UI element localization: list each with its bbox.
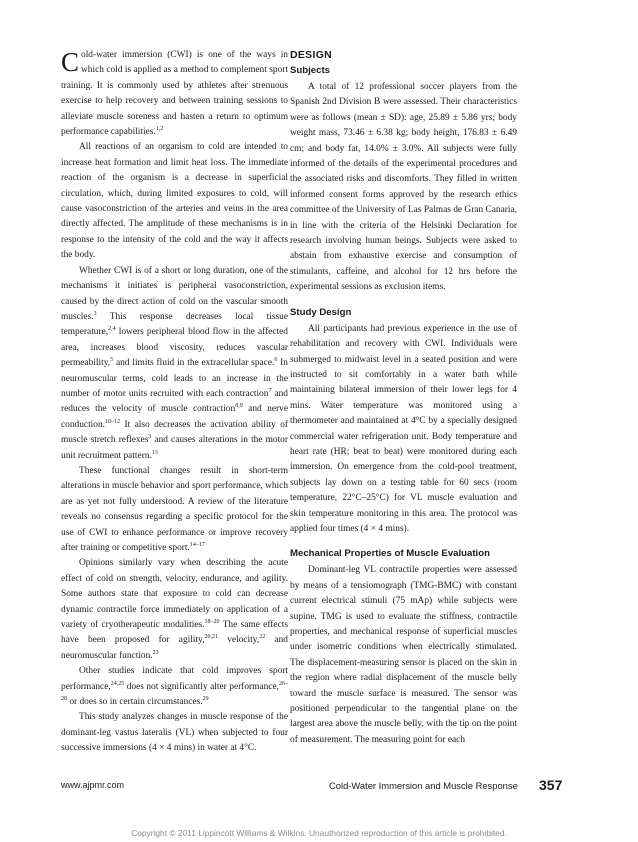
citation: 23 <box>152 649 159 656</box>
section-heading-design: DESIGN <box>290 49 333 61</box>
paragraph: Other studies indicate that cold improves sport performance,$^{24,25}$ does not significantly alter performance,$^{26-28}$ or does so in certain circumstances.$^{29}$ <box>61 666 288 708</box>
paragraph: Whether CWI is of a short or long duration, one of the mechanisms it initiates is peripheral vasoconstriction, caused by the direct action of cold on the vascular smooth muscles.$^3$ This response decreases local tissue temperature,$^{2,4}$ lowers peripheral blood flow in the affected area, increases blood viscosity, reduces vascular permeability,$^5$ and limits fluid in the extracellular space.$^6$ In neuromuscular terms, cold leads to an increase in the number of motor units recruited with each contraction$^7$ and reduces the velocity of muscle contraction$^{8,9}$ and nerve conduction.$^{10-12}$ It also decreases the activation ability of muscle stretch reflexes$^3$ and causes alterations in the motor unit recruitment pattern.$^{13}$ <box>61 265 288 461</box>
citation: 10–12 <box>105 418 121 425</box>
paragraph: All reactions of an organism to cold are intended to increase heat formation and limit heat loss. The immediate reaction of the organism is a decrease in superficial circulation, which, during limited exposures to cold, will cause vasoconstriction of the arteries and veins in the area directly affected. The amplitude of these mechanisms is in response to the intensity of the cold and the way it affects the body. <box>61 142 288 261</box>
citation: 18–20 <box>204 619 220 626</box>
citation: 5 <box>110 357 114 364</box>
page-number: 357 <box>539 777 563 793</box>
citation: 13 <box>151 449 158 456</box>
citation: 29 <box>202 696 209 703</box>
left-column <box>61 48 288 757</box>
citation: 2,4 <box>108 326 116 333</box>
paragraph: All participants had previous experience in the use of rehabilitation and recovery with CWI. Individuals were submerged to midwaist level in a seated position and were instructed to sit comfortably in a water bath while maintaining bilateral immersion of their lower legs for 4 mins. Water temperature was monitored using a thermometer and maintained at 4°C by a specially designed commercial water refrigeration unit. Body temperature and heart rate (HR; beat to beat) were monitored during each immersion. On emergence from the cold-pool treatment, subjects lay down on a testing table for 60 secs (room temperature, 22°C–25°C) for VL muscle evaluation and skin temperature monitoring in this area. The protocol was applied four times (4 × 4 mins). <box>290 323 517 534</box>
citation: 22 <box>259 634 266 641</box>
subsection-heading-subjects: Subjects <box>290 65 330 76</box>
citation: 6 <box>274 357 278 364</box>
citation: 3 <box>93 310 97 317</box>
paragraph: Opinions similarly vary when describing the acute effect of cold on strength, velocity, endurance, and agility. Some authors state that exposure to cold can decrease dynamic contractile force immediately on application of a variety of cryotherapeutic modalities.$^{18-20}$ The same effects have been proposed for agility,$^{20,21}$ velocity,$^{22}$ and neuromuscular function.$^{23}$ <box>61 558 288 661</box>
citation: 3 <box>148 434 152 441</box>
running-title: Cold-Water Immersion and Muscle Response <box>329 780 518 791</box>
page-footer <box>61 777 581 794</box>
citation: 14–17 <box>189 542 205 548</box>
paragraph: A total of 12 professional soccer players from the Spanish 2nd Division B were assessed. Their characteristics were as follows (mean ± SD): age, 25.89 ± 5.86 yrs; body weight mass, 73.46 ± 6.38 kg; body height, 176.83 ± 6.49 cm; and body fat, 14.0% ± 3.0%. All subjects were fully informed of the details of the experimental procedures and the associated risks and discomforts. They filled in written informed consent forms approved by the research ethics committee of the University of Las Palmas de Gran Canaria, in line with the criteria of the Helsinki Declaration for research involving human beings. Subjects were asked to abstain from exhaustive exercise and consumption of stimulants, caffeine, and alcohol for 12 hrs before the experimental sessions as exclusion items. <box>290 82 518 293</box>
drop-cap: C <box>61 47 80 77</box>
copyright-notice: Copyright © 2011 Lippincott Williams & Wilkins. Unauthorized reproduction of this article is prohibited. <box>131 828 507 838</box>
journal-url[interactable]: www.ajpmr.com <box>61 780 125 790</box>
intro-paragraph: Cold-water immersion (CWI) is one of the ways in which cold is applied as a method to complement sport training. It is commonly used by athletes after strenuous exercise to help recovery and between training sessions to alleviate muscle soreness and hasten a return to optimum performance capabilities.$^{1,2}$ <box>61 47 288 138</box>
citation: 7 <box>268 387 272 394</box>
paragraph: Dominant-leg VL contractile properties were assessed by means of a tensiomograph (TMG-BMC) with constant current electrical stimuli (75 mAp) while subjects were supine. TMG is used to evaluate the stiffness, contractile properties, and mechanical response of superficial muscles under isometric conditions when electrically stimulated. The displacement-measuring sensor is placed on the skin in the region where radial displacement of the muscle belly toward the muscle surface is measured. The sensor was positioned perpendicular to the tangential plane on the largest area above the muscle belly, with the tip on the point of measurement. The measuring point for each <box>290 565 517 745</box>
citation: 26–28 <box>61 680 288 703</box>
paragraph: These functional changes result in short-term alterations in muscle behavior and sport performance, which are as yet not fully understood. A review of the literature reveals no consensus regarding a specific protocol for the use of CWI to enhance performance or improve recovery after training or competitive sport.$^{14-17}$ <box>61 465 289 553</box>
citation: 20,21 <box>204 634 218 641</box>
citation: 1,2 <box>155 126 164 133</box>
right-column <box>290 48 517 748</box>
paragraph: This study analyzes changes in muscle response of the dominant-leg vastus lateralis (VL) when subjected to four successive immersions (4 × 4 mins) in water at 4°C. <box>61 712 288 754</box>
subsection-heading-study-design: Study Design <box>290 306 352 318</box>
subsection-heading-mechanical-properties: Mechanical Properties of Muscle Evaluation <box>290 548 490 560</box>
citation: 24,25 <box>110 680 125 687</box>
citation: 8,9 <box>235 403 243 410</box>
